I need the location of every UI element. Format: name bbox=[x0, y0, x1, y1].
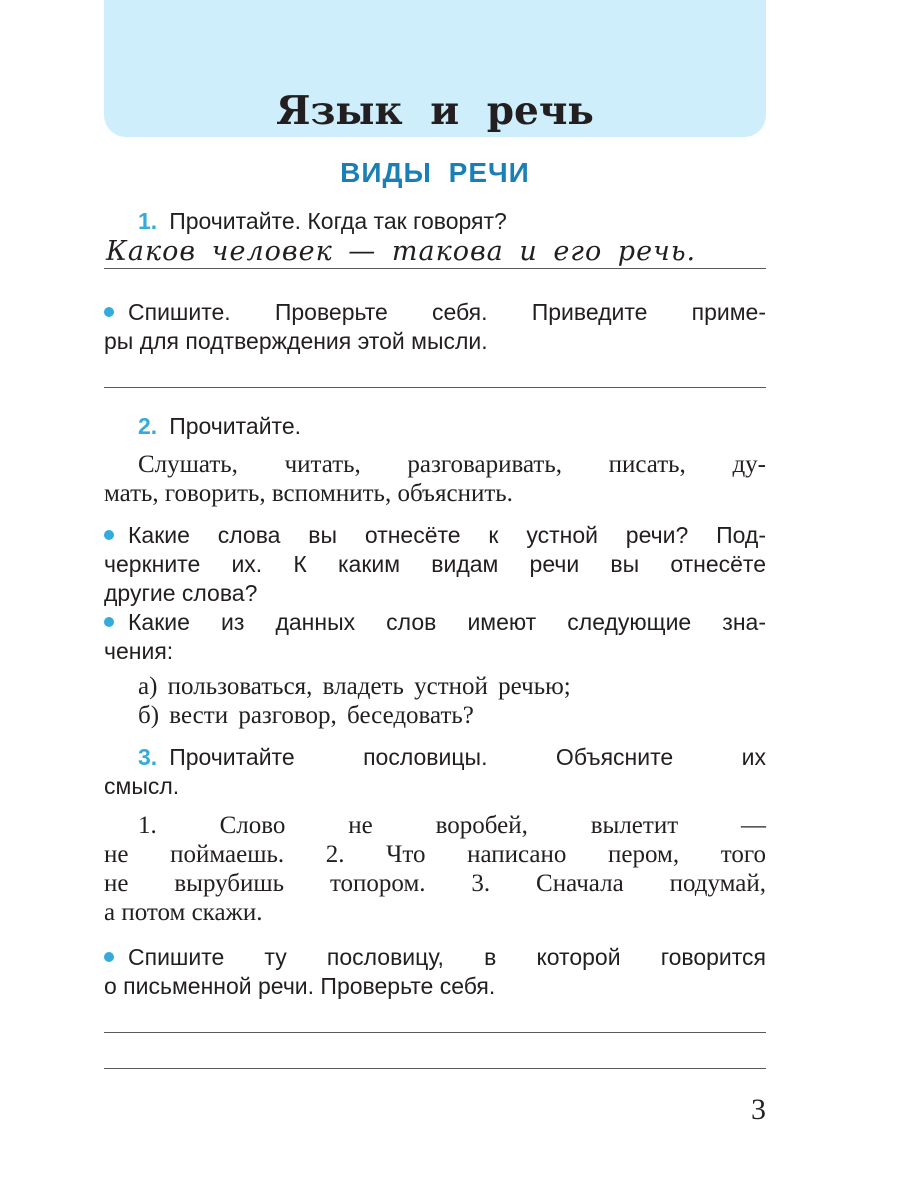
text-line: Слушать, читать, разговаривать, писать, ду- bbox=[138, 451, 766, 478]
bullet-text: Спишите ту пословицу, в которой говорится bbox=[128, 944, 766, 970]
bullet-line: черкните их. К каким видам речи вы отнесёте bbox=[104, 551, 766, 577]
exercise-1-bullet bbox=[104, 298, 766, 356]
exercise-2-task-text: Прочитайте. bbox=[169, 413, 301, 439]
option-b: б) вести разговор, беседовать? bbox=[138, 702, 474, 729]
bullet-line bbox=[104, 521, 766, 550]
handwritten-answer: Каков человек — такова и его речь. bbox=[106, 236, 697, 267]
proverb-line: не вырубишь топором. 3. Сначала подумай, bbox=[104, 870, 766, 897]
writing-line bbox=[104, 387, 766, 388]
chapter-title: Язык и речь bbox=[276, 88, 594, 134]
exercise-2-text bbox=[104, 450, 766, 508]
proverb-line: 1. Слово не воробей, вылетит — bbox=[138, 812, 766, 839]
task-text: Прочитайте пословицы. Объясните их bbox=[169, 744, 766, 770]
bullet-text: Спишите. Проверьте себя. Приведите приме- bbox=[128, 299, 766, 325]
exercise-1-task bbox=[104, 207, 766, 236]
task-line bbox=[104, 743, 766, 772]
exercise-3-proverbs bbox=[104, 811, 766, 927]
bullet-line: ры для подтверждения этой мысли. bbox=[104, 328, 488, 354]
bullet-line bbox=[104, 298, 766, 327]
exercise-1-number: 1. bbox=[138, 208, 158, 234]
exercise-2-options bbox=[104, 672, 766, 730]
exercise-3-task bbox=[104, 743, 766, 801]
bullet-icon bbox=[104, 307, 114, 317]
bullet-line: чения: bbox=[104, 638, 174, 664]
bullet-text: Какие из данных слов имеют следующие зна- bbox=[128, 609, 766, 635]
section-title: ВИДЫ РЕЧИ bbox=[340, 157, 530, 188]
option-a: а) пользоваться, владеть устной речью; bbox=[138, 673, 571, 700]
bullet-line bbox=[104, 943, 766, 972]
bullet-icon bbox=[104, 952, 114, 962]
exercise-3-bullet bbox=[104, 943, 766, 1001]
exercise-2-number: 2. bbox=[138, 413, 158, 439]
proverb-line: не поймаешь. 2. Что написано пером, того bbox=[104, 841, 766, 868]
exercise-3-number: 3. bbox=[138, 744, 158, 770]
proverb-line: а потом скажи. bbox=[104, 899, 263, 926]
writing-line bbox=[104, 268, 766, 269]
writing-line bbox=[104, 1068, 766, 1069]
bullet-icon bbox=[104, 617, 114, 627]
exercise-1-task-text: Прочитайте. Когда так говорят? bbox=[169, 208, 507, 234]
bullet-text: Какие слова вы отнесёте к устной речи? Под- bbox=[128, 522, 766, 548]
bullet-line bbox=[104, 608, 766, 637]
writing-line bbox=[104, 1032, 766, 1033]
exercise-2-bullet-2 bbox=[104, 608, 766, 666]
exercise-2-bullet-1 bbox=[104, 521, 766, 608]
text-line: мать, говорить, вспомнить, объяснить. bbox=[104, 480, 513, 507]
bullet-line: другие слова? bbox=[104, 580, 258, 606]
bullet-icon bbox=[104, 530, 114, 540]
exercise-2-task bbox=[104, 412, 766, 441]
task-line: смысл. bbox=[104, 773, 180, 799]
page-number: 3 bbox=[751, 1093, 766, 1126]
bullet-line: о письменной речи. Проверьте себя. bbox=[104, 973, 496, 999]
